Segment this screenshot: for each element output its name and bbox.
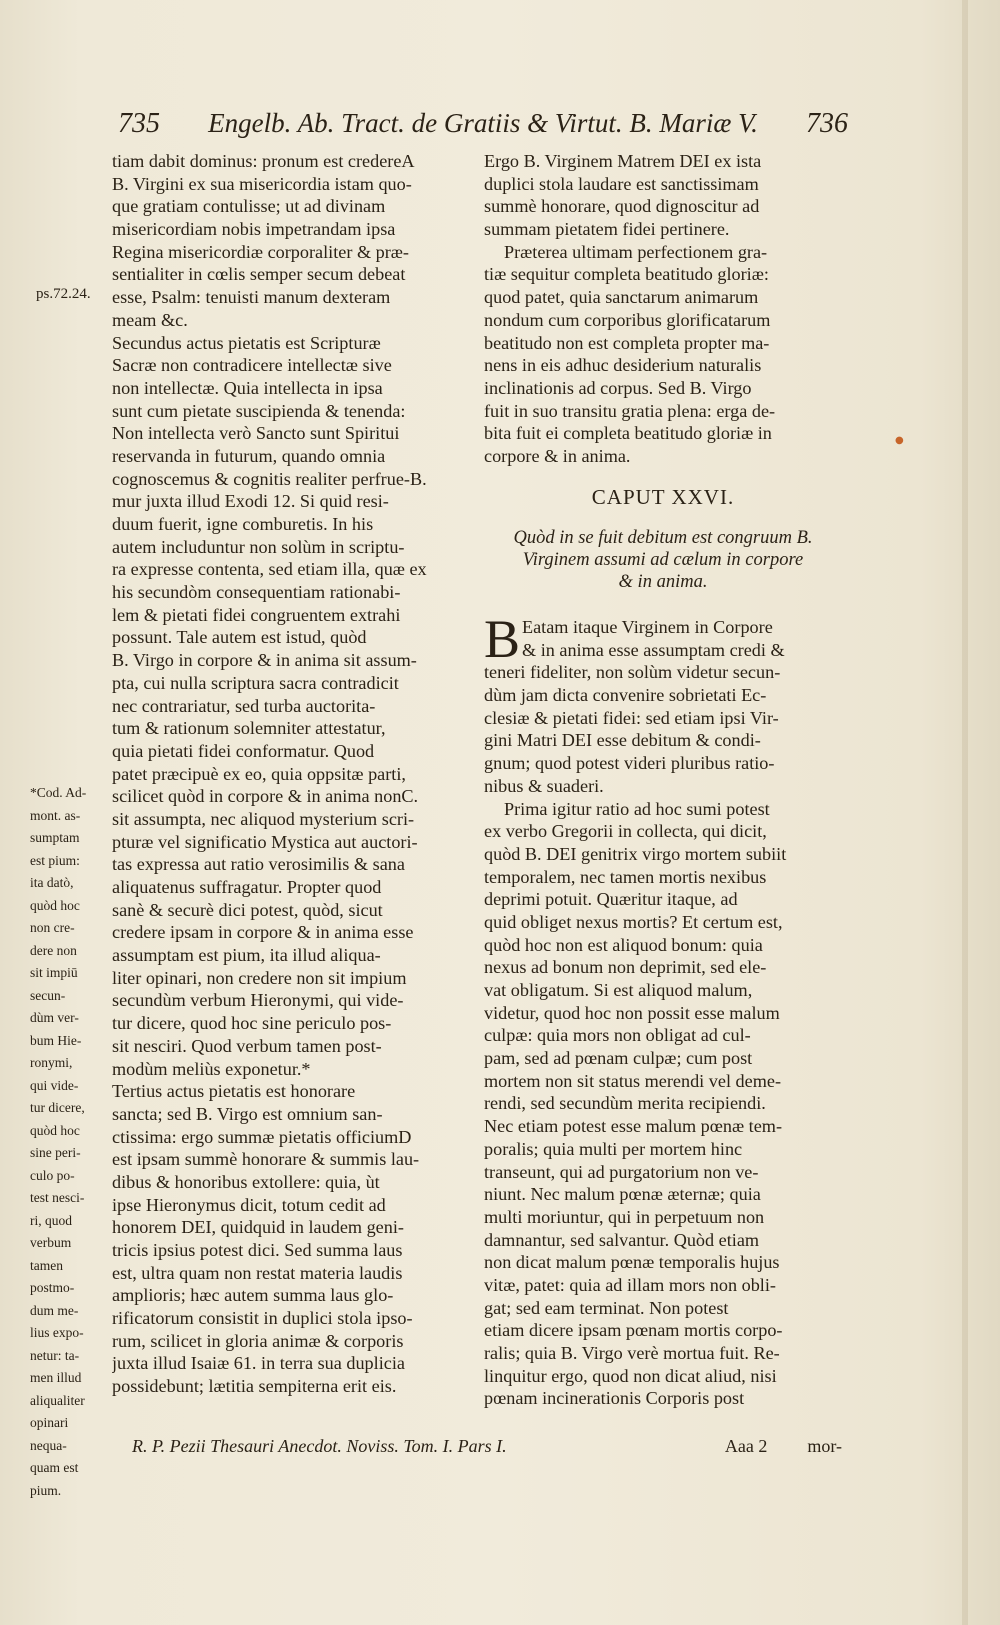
text-line: quod patet, quia sanctarum animarum	[484, 287, 759, 308]
text-line: clesiæ & pietati fidei: sed etiam ipsi Vir-	[484, 707, 779, 728]
text-line: his secundòm consequentiam rationabi-	[112, 582, 401, 603]
text-line: nequa-	[30, 1437, 67, 1453]
text-line: gini Matri DEI esse debitum & condi-	[484, 730, 761, 751]
text-line: dum me-	[30, 1302, 79, 1318]
footer-source: R. P. Pezii Thesauri Anecdot. Noviss. Tom. I. Pars I.	[132, 1436, 507, 1456]
text-line: misericordiam nobis impetrandam ipsa	[112, 219, 396, 240]
text-line: rificatorum consistit in duplici stola ipso-	[112, 1308, 413, 1329]
text-line: gat; sed eam terminat. Non potest	[484, 1297, 729, 1318]
text-line: Regina misericordiæ corporaliter & præ-	[112, 241, 409, 262]
running-header	[118, 108, 848, 148]
text-line: tamen	[30, 1257, 63, 1273]
text-line: aliquatenus suffragatur. Propter quod	[112, 877, 382, 897]
text-line: deprimi potuit. Quæritur itaque, ad	[484, 889, 738, 910]
text-line: secundùm verbum Hieronymi, qui vide-	[112, 990, 404, 1011]
text-line: duum fuerit, igne comburetis. In his	[112, 514, 374, 534]
text-line: bita fuit ei completa beatitudo gloriæ in	[484, 423, 772, 444]
text-line: Ergo B. Virginem Matrem DEI ex ista	[484, 151, 762, 171]
text-line: quia pietati fidei conformatur. Quod	[112, 740, 375, 761]
text-line: que gratiam contulisse; ut ad divinam	[112, 196, 386, 217]
text-line: sit assumpta, nec aliquod mysterium scri-	[112, 808, 415, 829]
text-line: multi moriuntur, qui in perpetuum non	[484, 1206, 765, 1227]
text-line: lem & pietati fidei congruentem extrahi	[112, 604, 401, 625]
text-line: ri, quod	[30, 1212, 72, 1228]
text-line: nondum cum corporibus glorificatarum	[484, 309, 771, 330]
text-line: rum, scilicet in gloria animæ & corporis	[112, 1330, 404, 1351]
text-line: pœnam incinerationis Corporis post	[484, 1388, 745, 1409]
text-line: est, ultra quam non restat materia laudis	[112, 1262, 403, 1283]
text-line: damnantur, sed salvantur. Quòd etiam	[484, 1229, 760, 1250]
text-line: netur: ta-	[30, 1347, 80, 1363]
text-line: sunt cum pietate suscipienda & tenenda:	[112, 400, 406, 421]
text-line: opinari	[30, 1415, 69, 1430]
text-line: duplici stola laudare est sanctissimam	[484, 173, 759, 194]
text-line: liter opinari, non credere non sit impium	[112, 967, 407, 988]
drop-cap: B	[484, 609, 521, 669]
text-line: amplioris; hæc autem summa laus glo-	[112, 1285, 394, 1306]
chapter-subtitle-line: Quòd in se fuit debitum est congruum B.	[513, 528, 813, 548]
text-line: Nec etiam potest esse malum pœnæ tem-	[484, 1116, 782, 1137]
chapter-subtitle-line: & in anima.	[618, 572, 708, 592]
text-line: quòd hoc non est aliquod bonum: quia	[484, 934, 763, 955]
text-line: Tertius actus pietatis est honorare	[112, 1081, 356, 1102]
page-footer	[132, 1436, 842, 1462]
text-line: scilicet quòd in corpore & in anima nonC.	[112, 786, 419, 807]
text-line: ctissima: ergo summæ pietatis officiumD	[112, 1126, 412, 1147]
text-line: lius expo-	[30, 1325, 84, 1340]
text-line: sumptam	[30, 830, 80, 845]
text-line: postmo-	[30, 1280, 75, 1295]
text-line: sanè & securè dici potest, quòd, sicut	[112, 899, 383, 920]
text-line: dibus & honoribus extollere: quia, ùt	[112, 1171, 380, 1192]
text-line: qui vide-	[30, 1077, 79, 1093]
running-title: Engelb. Ab. Tract. de Gratiis & Virtut. B. Mariæ V.	[208, 108, 758, 138]
text-line: B. Virgo in corpore & in anima sit assum-	[112, 650, 417, 671]
text-line: Non intellecta verò Sancto sunt Spiritui	[112, 423, 400, 444]
text-line: tiæ sequitur completa beatitudo gloriæ:	[484, 264, 769, 285]
left-column	[112, 150, 472, 1398]
text-line: non intellectæ. Quia intellecta in ipsa	[112, 377, 383, 398]
text-line: pta, cui nulla scriptura sacra contradicit	[112, 672, 399, 693]
text-line: sit impiū	[30, 965, 78, 980]
text-line: men illud	[30, 1370, 82, 1385]
right-column-top	[484, 150, 842, 468]
text-line: culpæ: quia mors non obligat ad cul-	[484, 1025, 751, 1046]
chapter-subtitle-line: Virginem assumi ad cælum in corpore	[522, 550, 804, 570]
chapter-title: CAPUT XXVI.	[591, 485, 735, 509]
text-line: culo po-	[30, 1167, 75, 1183]
text-line: non dicat malum pœnæ temporalis hujus	[484, 1252, 780, 1273]
text-line: quid obliget nexus mortis? Et certum est,	[484, 911, 783, 932]
right-page-number: 736	[806, 108, 848, 139]
text-line: est pium:	[30, 852, 80, 868]
text-line: fuit in suo transitu gratia plena: erga de-	[484, 400, 776, 421]
text-line: Prima igitur ratio ad hoc sumi potest	[504, 798, 770, 819]
text-line: ra expresse contenta, sed etiam illa, quæ ex	[112, 559, 427, 580]
text-line: mur juxta illud Exodi 12. Si quid resi-	[112, 491, 389, 512]
text-line: pturæ vel significatio Mystica aut auctori-	[112, 831, 418, 852]
text-line: rendi, sed secundùm merita recipiendi.	[484, 1093, 766, 1114]
text-line: est ipsam summè honorare & summis lau-	[112, 1149, 420, 1170]
text-line: meam &c.	[112, 309, 188, 330]
text-line: sit nesciri. Quod verbum tamen post-	[112, 1035, 382, 1056]
text-line: B. Virgini ex sua misericordia istam quo-	[112, 173, 412, 194]
text-line: transeunt, qui ad purgatorium non ve-	[484, 1161, 759, 1182]
text-line: dùm jam dicta convenire sobrietati Ec-	[484, 685, 767, 706]
text-line: summè honorare, quod dignoscitur ad	[484, 196, 760, 217]
text-line: poralis; quia multi per mortem hinc	[484, 1138, 743, 1159]
text-line: pam, sed ad pœnam culpæ; cum post	[484, 1048, 753, 1069]
text-line: teneri fideliter, non solùm videtur secun-	[484, 662, 781, 683]
text-line: reservanda in futurum, quando omnia	[112, 445, 386, 466]
text-line: nibus & suaderi.	[484, 775, 604, 796]
text-line: mortem non sit status merendi vel deme-	[484, 1070, 781, 1091]
text-line: vat obligatum. Si est aliquod malum,	[484, 980, 753, 1000]
margin-psalm-reference: ps.72.24.	[36, 286, 91, 302]
text-line: ita datò,	[30, 875, 74, 890]
text-line: gnum; quod potest videri pluribus ratio-	[484, 753, 775, 774]
text-line: tur dicere,	[30, 1100, 85, 1115]
text-line: honorem DEI, quidquid in laudem geni-	[112, 1217, 404, 1238]
text-line: tiam dabit dominus: pronum est credereA	[112, 151, 415, 171]
text-line: possunt. Tale autem est istud, quòd	[112, 627, 367, 648]
text-line: dùm ver-	[30, 1010, 79, 1025]
text-line: secun-	[30, 987, 66, 1003]
text-line: ipse Hieronymus dicit, totum cedit ad	[112, 1194, 386, 1215]
signature-mark: Aaa 2	[724, 1436, 768, 1456]
text-line: quòd B. DEI genitrix virgo mortem subiit	[484, 843, 787, 864]
text-line: verbum	[30, 1235, 72, 1250]
text-line: bum Hie-	[30, 1032, 82, 1048]
text-line: modùm meliùs exponetur.*	[112, 1058, 311, 1079]
catchword: mor-	[807, 1436, 842, 1456]
text-line: esse, Psalm: tenuisti manum dexteram	[112, 287, 391, 308]
text-line: *Cod. Ad-	[30, 785, 87, 800]
text-line: inclinationis ad corpus. Sed B. Virgo	[484, 377, 752, 398]
text-line: mont. as-	[30, 807, 81, 823]
text-line: test nesci-	[30, 1190, 85, 1205]
right-column-bottom	[484, 609, 842, 1410]
text-line: possidebunt; lætitia sempiterna erit eis.	[112, 1376, 397, 1397]
text-line: ronymi,	[30, 1055, 73, 1070]
text-line: sancta; sed B. Virgo est omnium san-	[112, 1103, 383, 1124]
text-line: quam est	[30, 1460, 79, 1475]
text-line: tricis ipsius potest dici. Sed summa laus	[112, 1240, 403, 1260]
text-line: etiam dicere ipsam pœnam mortis corpo-	[484, 1320, 783, 1341]
text-line: ralis; quia B. Virgo verè mortua fuit. Re-	[484, 1343, 780, 1363]
text-line: Secundus actus pietatis est Scripturæ	[112, 332, 381, 353]
text-line: nec contrariatur, sed turba auctorita-	[112, 695, 376, 716]
text-line: juxta illud Isaiæ 61. in terra sua duplicia	[112, 1353, 405, 1374]
text-line: ex verbo Gregorii in collecta, qui dicit,	[484, 821, 767, 842]
text-line: credere ipsam in corpore & in anima esse	[112, 922, 414, 943]
text-line: autem includuntur non solùm in scriptu-	[112, 536, 405, 557]
text-line: cognoscemus & cognitis realiter perfrue-B.	[112, 468, 427, 489]
text-line: quòd hoc	[30, 897, 80, 913]
chapter-subtitle	[484, 527, 842, 593]
text-line: patet præcipuè ex eo, quia oppsitæ parti,	[112, 763, 406, 784]
text-line: Præterea ultimam perfectionem gra-	[504, 241, 768, 262]
text-line: nexus ad bonum non deprimit, sed ele-	[484, 957, 767, 978]
text-line: assumptam est pium, ita illud aliqua-	[112, 945, 381, 966]
margin-note	[30, 782, 110, 1502]
text-line: vitæ, patet: quia ad illam mors non obli-	[484, 1274, 776, 1295]
text-line: Sacræ non contradicere intellectæ sive	[112, 355, 392, 376]
text-line: non cre-	[30, 920, 75, 935]
text-line: nens in eis adhuc desiderium naturalis	[484, 355, 762, 376]
text-line: tum & rationum solemniter attestatur,	[112, 718, 386, 739]
text-line: linquitur ergo, quod non dicat aliud, nisi	[484, 1365, 777, 1386]
text-line: dere non	[30, 942, 77, 958]
left-page-number: 735	[118, 108, 160, 139]
text-line: videtur, quod hoc non possit esse malum	[484, 1002, 780, 1023]
text-line: beatitudo non est completa propter ma-	[484, 332, 770, 353]
text-line: sentialiter in cœlis semper secum debeat	[112, 264, 406, 285]
text-line: tas expressa aut ratio verosimilis & sana	[112, 854, 405, 875]
text-line: tur dicere, quod hoc sine periculo pos-	[112, 1013, 392, 1034]
text-line: quòd hoc	[30, 1122, 80, 1138]
page-edge	[962, 0, 968, 1625]
text-line: niunt. Nec malum pœnæ æternæ; quia	[484, 1184, 761, 1205]
bullet-mark: ●	[895, 435, 904, 446]
text-line: sine peri-	[30, 1145, 81, 1160]
text-line: summam pietatem fidei pertinere.	[484, 219, 730, 240]
text-line: Eatam itaque Virginem in Corpore	[522, 617, 773, 637]
text-line: corpore & in anima.	[484, 445, 631, 466]
text-line: temporalem, nec tamen mortis nexibus	[484, 866, 767, 887]
text-line: aliqualiter	[30, 1392, 85, 1408]
text-line: & in anima esse assumptam credi &	[522, 639, 785, 660]
text-line: pium.	[30, 1482, 62, 1498]
